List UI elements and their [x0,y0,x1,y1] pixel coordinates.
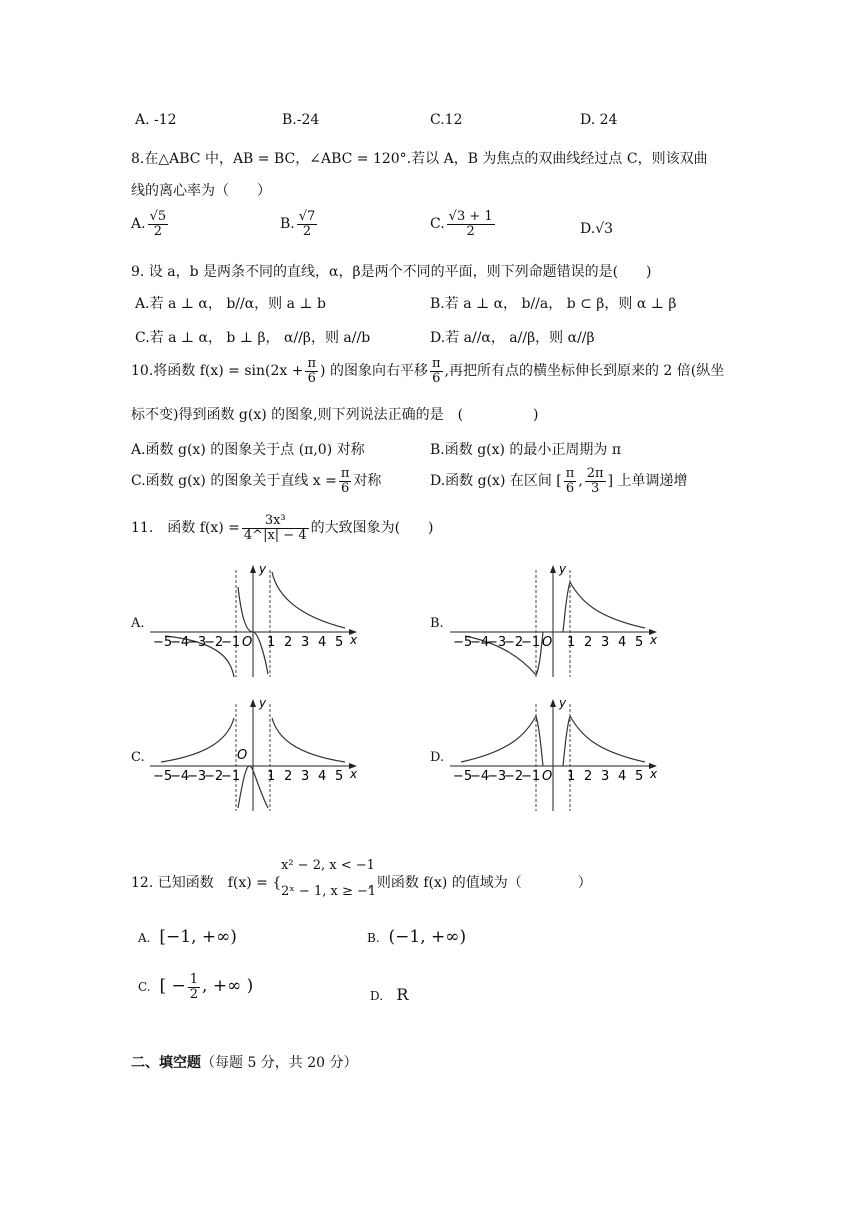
q8-stem-line2: 线的离心率为（ ） [131,183,271,199]
svg-text:1: 1 [267,769,276,784]
graph-a [145,562,360,680]
q10-option-d: D.函数 g(x) 在区间 [ $\frac{\pi}{6}$ , $\frac{2\pi}{3}$ ] 上单调递增 [430,466,688,496]
option-b: B.-24 [282,112,320,128]
svg-text:y: y [259,696,267,710]
svg-text:x: x [650,633,658,647]
svg-text:x: x [650,767,658,781]
svg-text:1: 1 [267,635,276,650]
svg-text:2: 2 [584,769,593,784]
svg-text:O: O [242,635,253,650]
q12-option-d: D. R [370,985,409,1004]
svg-text:−4: −4 [470,635,490,650]
svg-text:−5: −5 [153,635,173,650]
svg-text:4: 4 [618,635,627,650]
svg-text:−4: −4 [170,769,190,784]
svg-text:3: 3 [301,769,310,784]
svg-text:−1: −1 [521,635,541,650]
q8-option-a: A. $\frac{√5}{2}$ [131,209,167,239]
graph-b-label: B. [430,616,444,631]
section-heading: 二、填空题（每题 5 分，共 20 分） [131,1055,358,1071]
q12-stem-b: , 则函数 f(x) 的值域为（ ） [368,875,592,891]
q10-option-c: C.函数 g(x) 的图象关于直线 x = $\frac{\pi}{6}$ 对称 [131,466,382,496]
svg-text:5: 5 [335,635,344,650]
q9-option-c: C.若 a ⊥ α， b ⊥ β， α//β，则 a//b [135,330,371,346]
svg-text:2: 2 [284,635,293,650]
svg-text:1: 1 [567,769,576,784]
svg-text:3: 3 [601,635,610,650]
q8-option-c: C. $\frac{√3 + 1}{2}$ [430,209,493,239]
svg-text:−3: −3 [187,769,207,784]
svg-text:−1: −1 [221,769,241,784]
q9-stem: 9. 设 a，b 是两条不同的直线，α，β是两个不同的平面，则下列命题错误的是( ) [131,264,652,280]
svg-text:O: O [542,635,553,650]
svg-text:3: 3 [601,769,610,784]
svg-text:−5: −5 [453,635,473,650]
svg-text:O: O [237,748,248,763]
svg-text:y: y [559,562,567,576]
svg-text:−5: −5 [453,769,473,784]
q12-stem-a: 12. 已知函数 f(x) = { [131,875,282,891]
q10-stem-line1: 10.将函数 f(x) = sin(2x + $\frac{\pi}{6}$ ) 的图象向右平移 $\frac{\pi}{6}$ ,再把所有点的横坐标伸长到原来的 2 倍(纵坐 [131,356,725,386]
option-a: A. -12 [135,112,177,128]
q12-option-b: B. (−1, +∞) [367,927,467,947]
graph-d [445,696,660,814]
svg-text:x: x [350,633,358,647]
graph-d-label: D. [430,750,445,765]
option-d: D. 24 [580,112,618,128]
svg-text:4: 4 [318,769,327,784]
q8-stem-line1: 8.在△ABC 中，AB = BC，∠ABC = 120°.若以 A，B 为焦点的双曲线经过点 C，则该双曲 [131,151,708,167]
svg-text:−4: −4 [170,635,190,650]
svg-text:2: 2 [284,769,293,784]
q10-option-a: A.函数 g(x) 的图象关于点 (π,0) 对称 [131,442,365,458]
svg-text:−2: −2 [504,769,524,784]
q12-option-c: C. [ − $\frac{1}{2}$ , +∞ ) [138,972,254,1002]
svg-text:−5: −5 [153,769,173,784]
graph-c-label: C. [131,750,145,765]
svg-text:−3: −3 [187,635,207,650]
svg-text:O: O [542,769,553,784]
svg-text:−2: −2 [204,635,224,650]
q8-option-b: B. $\frac{√7}{2}$ [280,209,316,239]
svg-text:−3: −3 [487,635,507,650]
svg-text:4: 4 [618,769,627,784]
svg-text:y: y [259,562,267,576]
graph-c [145,696,360,814]
svg-text:−3: −3 [487,769,507,784]
svg-text:4: 4 [318,635,327,650]
svg-text:−4: −4 [470,769,490,784]
svg-text:1: 1 [567,635,576,650]
svg-text:5: 5 [635,769,644,784]
q9-option-d: D.若 a//α， a//β，则 α//β [430,330,595,346]
q8-option-d: D.√3 [580,221,614,237]
svg-text:−1: −1 [521,769,541,784]
q9-option-b: B.若 a ⊥ α， b//a， b ⊂ β，则 α ⊥ β [430,296,677,312]
q12-case2: 2ˣ − 1, x ≥ −1 [281,884,377,899]
graph-a-label: A. [131,616,145,631]
svg-text:−1: −1 [221,635,241,650]
q9-option-a: A.若 a ⊥ α， b//α，则 a ⊥ b [135,296,327,312]
graph-b [445,562,660,680]
q11-stem: 11. 函数 f(x) = $\frac{\text{3x³}}{4\^{}|x| - 4}$ 的大致图象为( ) [131,513,434,543]
svg-text:5: 5 [335,769,344,784]
svg-text:x: x [350,767,358,781]
svg-text:y: y [559,696,567,710]
svg-text:2: 2 [584,635,593,650]
svg-text:−2: −2 [204,769,224,784]
q12-option-a: A. [−1, +∞) [138,927,237,947]
option-c: C.12 [430,112,463,128]
q12-case1: x² − 2, x < −1 [281,858,375,873]
q10-stem-line2: 标不变)得到函数 g(x) 的图象,则下列说法正确的是 ( ) [131,407,539,423]
svg-text:3: 3 [301,635,310,650]
svg-text:5: 5 [635,635,644,650]
q10-option-b: B.函数 g(x) 的最小正周期为 π [430,442,622,458]
svg-text:−2: −2 [504,635,524,650]
